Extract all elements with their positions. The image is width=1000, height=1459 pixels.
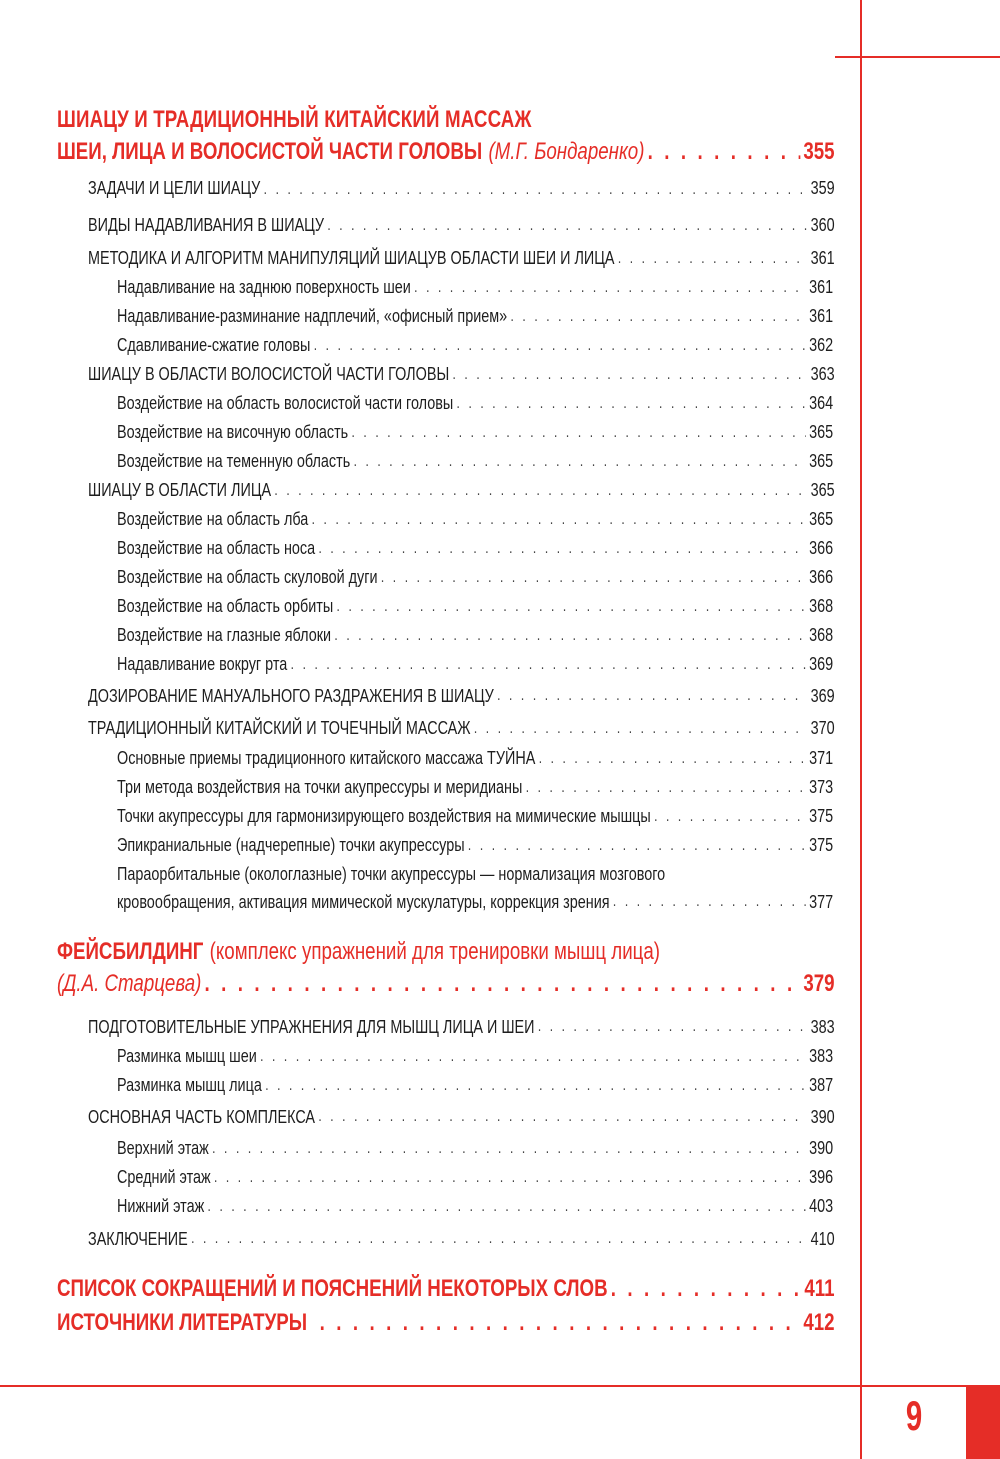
entry-title: Основные приемы традиционного китайского массажа ТУЙНА <box>117 748 536 768</box>
entry-page: 373 <box>809 777 834 797</box>
section-heading[interactable] <box>57 1307 835 1341</box>
section-title: ИСТОЧНИКИ ЛИТЕРАТУРЫ <box>57 1309 308 1336</box>
toc-entry[interactable] <box>117 1192 833 1221</box>
entry-page: 387 <box>809 1075 834 1095</box>
entry-page: 369 <box>810 685 835 706</box>
section-heading-line2[interactable] <box>57 968 835 1000</box>
toc-entry[interactable] <box>117 447 833 476</box>
entry-page: 366 <box>809 538 834 558</box>
entry-title: ДОЗИРОВАНИЕ МАНУАЛЬНОГО РАЗДРАЖЕНИЯ В ШИАЦУ <box>88 685 494 706</box>
toc-entry[interactable] <box>117 273 833 302</box>
dot-leader <box>204 968 800 1000</box>
dot-leader <box>381 569 806 587</box>
dot-leader <box>618 250 808 268</box>
entry-title: Точки акупрессуры для гармонизирующего воздействия на мимические мышцы <box>117 806 651 826</box>
entry-title: Воздействие на теменную область <box>117 451 351 471</box>
toc-entry[interactable] <box>117 389 833 418</box>
section-page: 412 <box>803 1309 835 1336</box>
dot-leader <box>291 656 806 674</box>
dot-leader <box>414 279 806 297</box>
dot-leader <box>613 893 806 911</box>
entry-page: 375 <box>809 835 834 855</box>
dot-leader <box>353 453 806 471</box>
toc-entry[interactable] <box>117 418 833 447</box>
entry-title: Воздействие на глазные яблоки <box>117 625 332 645</box>
toc-entry[interactable] <box>88 1012 835 1042</box>
entry-page: 396 <box>809 1167 834 1187</box>
toc-entry[interactable] <box>117 331 833 360</box>
entry-title: Три метода воздействия на точки акупрессуры и меридианы <box>117 777 523 797</box>
entry-page: 365 <box>810 480 835 500</box>
entry-title: ШИАЦУ В ОБЛАСТИ ЛИЦА <box>88 480 272 500</box>
dot-leader <box>318 1108 807 1126</box>
toc-entry[interactable] <box>117 802 833 831</box>
toc-entry-line2[interactable] <box>117 888 833 916</box>
section-page: 379 <box>803 970 835 997</box>
toc-entry[interactable] <box>88 360 835 389</box>
entry-title: Воздействие на область лба <box>117 509 309 529</box>
entry-page: 364 <box>809 393 834 413</box>
entry-title: ОСНОВНАЯ ЧАСТЬ КОМПЛЕКСА <box>88 1106 316 1127</box>
entry-page: 403 <box>809 1196 834 1216</box>
section-title: ФЕЙСБИЛДИНГ <box>57 938 204 965</box>
dot-leader <box>351 424 806 442</box>
toc-entry[interactable] <box>117 1071 833 1100</box>
entry-title: МЕТОДИКА И АЛГОРИТМ МАНИПУЛЯЦИЙ ШИАЦУВ ОБЛАСТИ ШЕИ И ЛИЦА <box>88 248 615 268</box>
dot-leader <box>327 217 807 235</box>
section-title[interactable]: ШИАЦУ И ТРАДИЦИОННЫЙ КИТАЙСКИЙ МАССАЖ <box>57 106 532 133</box>
entry-page: 368 <box>809 596 834 616</box>
toc-entry[interactable] <box>117 744 833 773</box>
dot-leader <box>336 598 806 616</box>
toc-entry[interactable] <box>117 1042 833 1071</box>
section-author: (Д.А. Старцева) <box>57 970 202 997</box>
entry-page: 390 <box>810 1106 835 1127</box>
toc-entry-line1[interactable] <box>117 860 833 888</box>
toc-entry[interactable] <box>117 773 833 802</box>
corner-tab <box>966 1387 1000 1459</box>
entry-title: ТРАДИЦИОННЫЙ КИТАЙСКИЙ И ТОЧЕЧНЫЙ МАССАЖ <box>88 718 471 738</box>
toc-entry[interactable] <box>88 244 835 273</box>
toc-entry[interactable] <box>117 1163 833 1192</box>
page-number: 9 <box>905 1392 923 1439</box>
dot-leader <box>497 687 807 705</box>
entry-page: 363 <box>810 364 835 384</box>
entry-title: Средний этаж <box>117 1167 211 1187</box>
toc-entry[interactable] <box>88 178 835 207</box>
entry-title: Разминка мышц шеи <box>117 1046 257 1066</box>
dot-leader <box>654 808 806 826</box>
toc-entry[interactable] <box>117 621 833 650</box>
toc-entry[interactable] <box>88 679 835 713</box>
toc-entry[interactable] <box>117 831 833 860</box>
toc-entry[interactable] <box>117 505 833 534</box>
entry-page: 390 <box>809 1138 834 1158</box>
dot-leader <box>456 395 806 413</box>
entry-title: Верхний этаж <box>117 1138 209 1158</box>
toc-entry[interactable] <box>88 476 835 505</box>
entry-title: Воздействие на область скуловой дуги <box>117 567 378 587</box>
dot-leader <box>312 511 806 529</box>
dot-leader <box>538 1018 808 1036</box>
section-heading[interactable] <box>57 1273 835 1307</box>
dot-leader <box>526 779 806 797</box>
section-title: СПИСОК СОКРАЩЕНИЙ И ПОЯСНЕНИЙ НЕКОТОРЫХ СЛОВ <box>57 1275 608 1302</box>
entry-page: 361 <box>809 306 834 326</box>
entry-page: 377 <box>809 891 834 912</box>
section-heading[interactable] <box>57 136 835 168</box>
section-author: (М.Г. Бондаренко) <box>488 138 645 165</box>
entry-page: 371 <box>809 748 834 768</box>
toc-entry[interactable] <box>88 1221 835 1257</box>
entry-page: 383 <box>809 1046 834 1066</box>
toc-entry[interactable] <box>117 592 833 621</box>
top-rule <box>835 56 1000 58</box>
entry-page: 362 <box>809 335 834 355</box>
entry-title: Надавливание вокруг рта <box>117 654 288 674</box>
toc-entry[interactable] <box>88 1100 835 1134</box>
entry-page: 365 <box>809 451 834 471</box>
dot-leader <box>539 750 806 768</box>
dot-leader <box>214 1169 806 1187</box>
dot-leader <box>212 1140 806 1158</box>
vertical-rule <box>860 0 862 1459</box>
entry-page: 369 <box>809 654 834 674</box>
entry-title: Разминка мышц лица <box>117 1075 262 1095</box>
bottom-rule <box>0 1385 1000 1387</box>
entry-title: кровообращения, активация мимической мускулатуры, коррекция зрения <box>117 891 610 912</box>
entry-title: Нижний этаж <box>117 1196 205 1216</box>
dot-leader <box>510 308 806 326</box>
dot-leader <box>452 366 807 384</box>
dot-leader <box>274 482 807 500</box>
entry-page: 366 <box>809 567 834 587</box>
entry-title: Воздействие на область волосистой части головы <box>117 393 454 413</box>
toc-entry[interactable] <box>117 302 833 331</box>
entry-title: Воздействие на область орбиты <box>117 596 334 616</box>
toc-entry[interactable] <box>88 207 835 244</box>
dot-leader <box>474 720 808 738</box>
entry-page: 383 <box>810 1016 835 1037</box>
entry-page: 370 <box>810 718 835 738</box>
toc-entry[interactable] <box>117 534 833 563</box>
dot-leader <box>260 1048 806 1066</box>
entry-title: ЗАДАЧИ И ЦЕЛИ ШИАЦУ <box>88 178 261 198</box>
dot-leader <box>264 181 808 199</box>
toc-entry[interactable] <box>117 1134 833 1163</box>
entry-page: 410 <box>810 1228 835 1249</box>
entry-title: Надавливание на заднюю поверхность шеи <box>117 277 411 297</box>
toc-entry[interactable] <box>117 563 833 592</box>
dot-leader <box>648 136 801 168</box>
entry-title: ЗАКЛЮЧЕНИЕ <box>88 1228 188 1249</box>
section-page: 355 <box>803 138 835 165</box>
section-heading[interactable] <box>57 936 835 968</box>
dot-leader <box>611 1273 802 1305</box>
toc-entry[interactable] <box>117 650 833 679</box>
section-page: 411 <box>804 1275 835 1302</box>
entry-page: 365 <box>809 509 834 529</box>
dot-leader <box>191 1230 807 1248</box>
dot-leader <box>265 1077 806 1095</box>
entry-title: Воздействие на височную область <box>117 422 349 442</box>
dot-leader <box>334 627 806 645</box>
entry-title: ПОДГОТОВИТЕЛЬНЫЕ УПРАЖНЕНИЯ ДЛЯ МЫШЦ ЛИЦА И ШЕИ <box>88 1016 535 1037</box>
entry-title: Надавливание-разминание надплечий, «офисный прием» <box>117 306 508 326</box>
entry-page: 365 <box>809 422 834 442</box>
dot-leader <box>318 540 806 558</box>
entry-page: 360 <box>810 215 835 235</box>
toc-entry[interactable] <box>88 713 835 744</box>
dot-leader <box>320 1307 801 1339</box>
section-title-line2: ШЕИ, ЛИЦА И ВОЛОСИСТОЙ ЧАСТИ ГОЛОВЫ <box>57 138 483 165</box>
entry-title: Сдавливание-сжатие головы <box>117 335 311 355</box>
dot-leader <box>314 337 806 355</box>
entry-page: 359 <box>810 178 835 198</box>
entry-title: ШИАЦУ В ОБЛАСТИ ВОЛОСИСТОЙ ЧАСТИ ГОЛОВЫ <box>88 364 450 384</box>
table-of-contents <box>57 104 834 1341</box>
dot-leader <box>207 1198 806 1216</box>
entry-title: Воздействие на область носа <box>117 538 316 558</box>
entry-page: 361 <box>809 277 834 297</box>
entry-title: Эпикраниальные (надчерепные) точки акупрессуры <box>117 835 465 855</box>
entry-page: 368 <box>809 625 834 645</box>
entry-title: Параорбитальные (окологлазные) точки акупрессуры — нормализация мозгового <box>117 863 666 884</box>
entry-page: 361 <box>810 248 835 268</box>
section-subtitle: (комплекс упражнений для тренировки мышц лица) <box>209 938 661 965</box>
entry-page: 375 <box>809 806 834 826</box>
entry-title: ВИДЫ НАДАВЛИВАНИЯ В ШИАЦУ <box>88 215 324 235</box>
dot-leader <box>468 837 806 855</box>
